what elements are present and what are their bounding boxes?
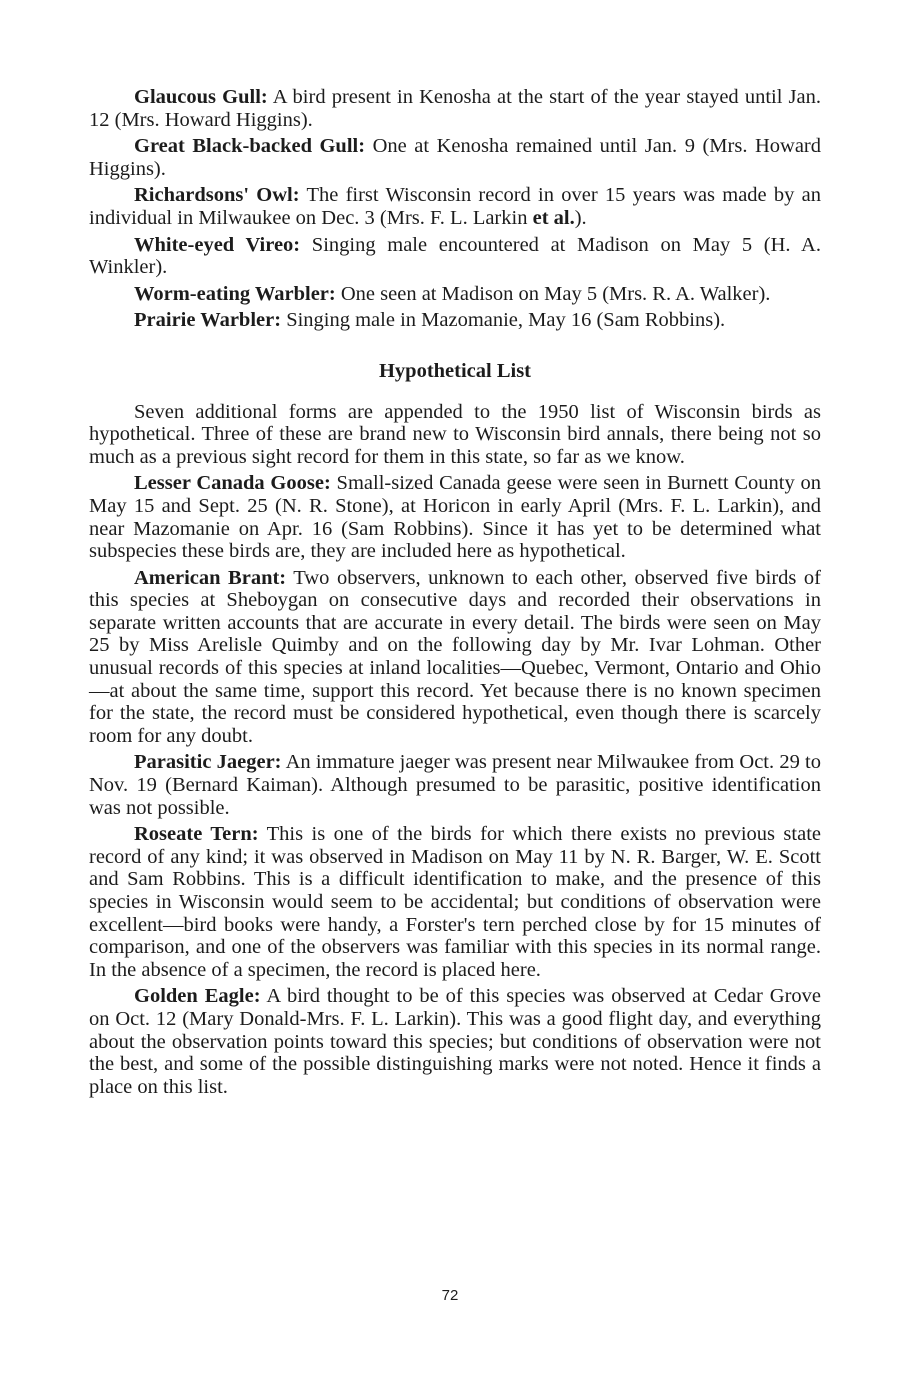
hypothetical-roseate-tern — [89, 823, 821, 981]
page-number: 72 — [441, 1287, 459, 1304]
record-text: One seen at Madison on May 5 (Mrs. R. A. Walker). — [335, 282, 771, 305]
entry-text: This is one of the birds for which there exists no previous state record of any kind; it was observed in Madison on May 11 by N. R. Barger, W. E. Scott and Sam Robbins. This is a difficult identification to make, and the presence of this species in Wisconsin would seem to be accidental; but conditions of observation were excellent—bird books were handy, a Forster's tern perched close by for 15 minutes of comparison, and one of the observers was familiar with this species in its normal range. In the absence of a specimen, the record is placed here. — [89, 823, 821, 981]
record-glaucous-gull — [89, 86, 821, 131]
entry-text: Small-sized Canada geese were seen in Burnett County on May 15 and Sept. 25 (N. R. Stone), at Horicon in early April (Mrs. F. L. Larkin), and near Mazomanie on Apr. 16 (Sam Robbins). Since it has yet to be determined what subspecies these birds are, they are included here as hypothetical. — [89, 472, 821, 563]
record-richardsons-owl — [89, 184, 821, 229]
species-name: Roseate Tern: — [134, 823, 259, 846]
species-name: Richardsons' Owl: — [134, 184, 300, 207]
hypothetical-american-brant — [89, 567, 821, 748]
record-text: The first Wisconsin record in over 15 years was made by an individual in Milwaukee on Dec. 3 (Mrs. F. L. Larkin — [89, 184, 821, 229]
species-name: Golden Eagle: — [134, 985, 261, 1008]
hypothetical-lesser-canada-goose — [89, 472, 821, 562]
record-text: One at Kenosha remained until Jan. 9 (Mrs. Howard Higgins). — [89, 135, 822, 180]
hypothetical-parasitic-jaeger — [89, 751, 821, 819]
section-heading: Hypothetical List — [378, 359, 532, 382]
record-text-emphasis: et al. — [532, 206, 575, 229]
record-worm-eating-warbler — [89, 283, 821, 306]
record-text: Singing male in Mazomanie, May 16 (Sam Robbins). — [281, 309, 726, 332]
record-text: Singing male encountered at Madison on May 5 (H. A. Winkler). — [89, 233, 821, 279]
entry-text: An immature jaeger was present near Milwaukee from Oct. 29 to Nov. 19 (Bernard Kaiman). Although presumed to be parasitic, positive identification was not possible. — [89, 751, 822, 819]
entry-text: A bird thought to be of this species was observed at Cedar Grove on Oct. 12 (Mary Donald-Mrs. F. L. Larkin). This was a good flight day, and everything about the observation points toward this species; but conditions of observation were not the best, and some of the possible distinguishing marks were not noted. Hence it finds a place on this list. — [89, 985, 821, 1098]
hypothetical-golden-eagle — [89, 985, 821, 1098]
species-name: White-eyed Vireo: — [134, 233, 301, 256]
species-name: American Brant: — [134, 566, 287, 589]
record-prairie-warbler — [89, 309, 821, 332]
hypothetical-intro: Seven additional forms are appended to the 1950 list of Wisconsin birds as hypothetical. Three of these are brand new to Wisconsin bird annals, there being not so much as a previous sight record for them in this state, so far as we know. — [89, 400, 821, 468]
species-name: Lesser Canada Goose: — [134, 472, 331, 495]
species-name: Great Black-backed Gull: — [134, 135, 366, 158]
page-body — [89, 86, 821, 1102]
species-name: Parasitic Jaeger: — [134, 751, 282, 774]
species-name: Glaucous Gull: — [134, 86, 268, 108]
species-name: Prairie Warbler: — [134, 309, 282, 332]
species-name: Worm-eating Warbler: — [134, 282, 336, 305]
record-great-black-backed-gull — [89, 135, 821, 180]
record-text: A bird present in Kenosha at the start of the year stayed until Jan. 12 (Mrs. Howard Higgins). — [89, 86, 821, 131]
record-text-tail: ). — [574, 206, 587, 229]
record-white-eyed-vireo — [89, 234, 821, 279]
entry-text: Two observers, unknown to each other, observed five birds of this species at Sheboygan on consecutive days and recorded their observations in separate written accounts that are accurate in every detail. The birds were seen on May 25 by Miss Arelisle Quimby and on the following day by Mr. Ivar Lohman. Other unusual records of this species at inland localities—Quebec, Vermont, Ontario and Ohio—at about the same time, support this record. Yet because there is no known specimen for the state, the record must be considered hypothetical, even though there is scarcely room for any doubt. — [89, 566, 821, 747]
